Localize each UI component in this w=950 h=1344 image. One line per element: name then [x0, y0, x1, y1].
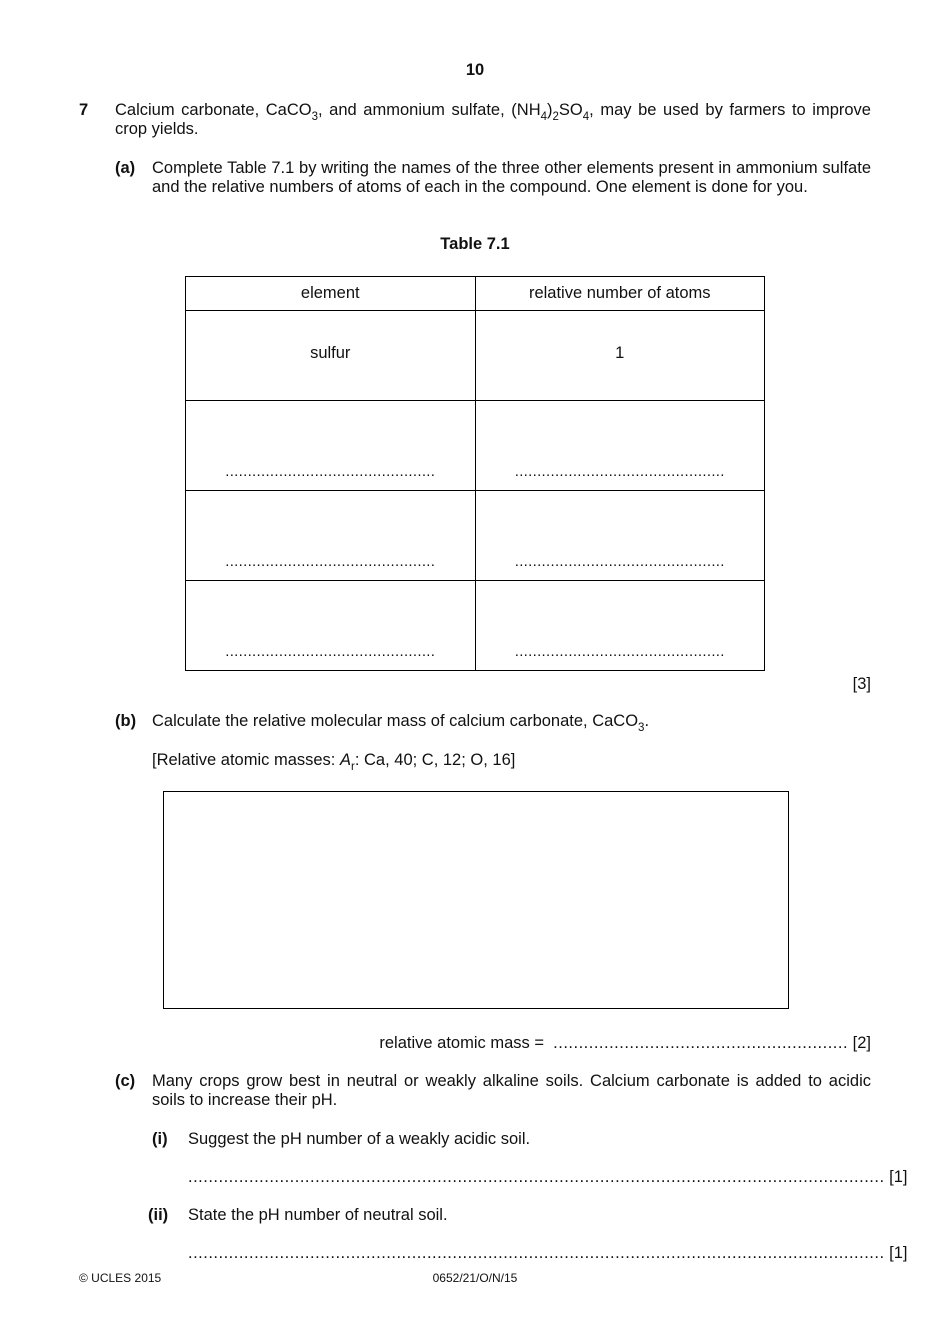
answer-dots: ...............................................	[225, 553, 436, 570]
answer-dots: ...............................................	[514, 553, 725, 570]
part-b-label: (b)	[115, 712, 137, 730]
relative-atomic-masses: [Relative atomic masses: $A_r$: Ca, 40; C, 12; O, 16]	[152, 751, 516, 773]
part-c-ii-text: State the pH number of neutral soil.	[188, 1206, 448, 1224]
part-c-ii-marks: [1]	[889, 1244, 908, 1262]
table-cell-element[interactable]	[186, 581, 476, 671]
copyright: © UCLES 2015	[79, 1271, 162, 1285]
part-c-label: (c)	[115, 1072, 136, 1090]
table-cell-element[interactable]	[186, 401, 476, 491]
table-cell-text: sulfur	[310, 344, 351, 362]
part-c-i-label: (i)	[152, 1130, 168, 1148]
page-number: 10	[465, 61, 485, 79]
question-number: 7	[79, 101, 89, 119]
table-cell-atoms[interactable]	[475, 581, 765, 671]
answer-dots: ...............................................	[514, 463, 725, 480]
answer-dots[interactable]: ..........................................................	[553, 1034, 849, 1052]
part-a-label: (a)	[115, 159, 136, 177]
part-c-i-marks: [1]	[889, 1168, 908, 1186]
table-title: Table 7.1	[440, 235, 510, 253]
part-c-i-answer-line	[188, 1168, 908, 1187]
working-box[interactable]	[163, 791, 789, 1009]
table-header-atoms: relative number of atoms	[475, 277, 765, 311]
part-c-i-text: Suggest the pH number of a weakly acidic soil.	[188, 1130, 531, 1148]
table-cell-atoms[interactable]	[475, 491, 765, 581]
table-cell-element[interactable]	[186, 491, 476, 581]
answer-dots[interactable]: .........................................................................................................................................	[188, 1244, 885, 1262]
part-b-answer-line	[300, 1034, 871, 1053]
element-table	[185, 276, 765, 671]
part-b-marks: [2]	[852, 1034, 871, 1052]
answer-dots: ...............................................	[225, 463, 436, 480]
part-c-ii-answer-line	[188, 1244, 908, 1263]
part-a-text: Complete Table 7.1 by writing the names of the three other elements present in ammonium sulfate and the relative numbers of atoms of each in the compound. One element is done for you.	[152, 159, 871, 196]
table-cell-atoms[interactable]	[475, 401, 765, 491]
part-c-ii-label: (ii)	[148, 1206, 169, 1224]
answer-dots[interactable]: .........................................................................................................................................	[188, 1168, 885, 1186]
part-a-marks: [3]	[852, 675, 871, 693]
answer-label: relative atomic mass =	[379, 1034, 544, 1052]
paper-code: 0652/21/O/N/15	[432, 1271, 518, 1285]
part-b-text: Calculate the relative molecular mass of calcium carbonate, CaCO$_3$.	[152, 712, 650, 734]
table-cell-text: 1	[615, 344, 625, 362]
answer-dots: ...............................................	[514, 643, 725, 660]
answer-dots: ...............................................	[225, 643, 436, 660]
table-header-element: element	[186, 277, 476, 311]
table-cell-element	[186, 311, 476, 401]
part-c-text: Many crops grow best in neutral or weakly alkaline soils. Calcium carbonate is added to acidic soils to increase their pH.	[152, 1072, 871, 1109]
table-cell-atoms	[475, 311, 765, 401]
question-intro: Calcium carbonate, CaCO$_3$, and ammonium sulfate, $(NH_4)_2SO_4$, may be used by farmers to improve crop yields.	[115, 101, 871, 138]
